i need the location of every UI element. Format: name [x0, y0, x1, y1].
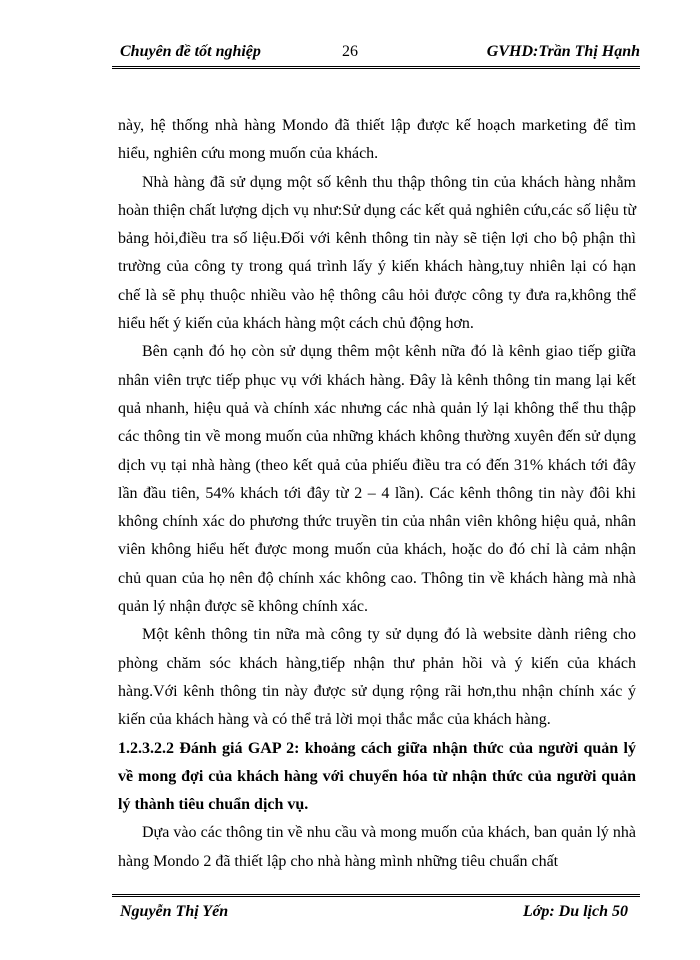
- paragraph-staff-channel: Bên cạnh đó họ còn sử dụng thêm một kênh nữa đó là kênh giao tiếp giữa nhân viên trực tiếp phục vụ với khách hàng. Đây là kênh thông tin mang lại kết quả nhanh, hiệu quả và chính xác nhưng các nhà quản lý lại không thể thu thập các thông tin về mong muốn của những khách không thường xuyên đến sử dụng dịch vụ tại nhà hàng (theo kết quả của phiếu điều tra có đến 31% khách tới đây lần đầu tiên, 54% khách tới đây từ 2 – 4 lần). Các kênh thông tin này đôi khi không chính xác do phương thức truyền tin của nhân viên không hiệu quả, nhân viên không hiểu hết được mong muốn của khách, hoặc do đó chỉ là cảm nhận chủ quan của họ nên độ chính xác không cao. Thông tin về khách hàng mà nhà quản lý nhận được sẽ không chính xác.: [118, 343, 636, 616]
- page-body: [118, 112, 636, 876]
- page-header: [112, 38, 640, 69]
- page-number: 26: [342, 43, 358, 60]
- paragraph-website-channel: Một kênh thông tin nữa mà công ty sử dụng đó là website dành riêng cho phòng chăm sóc khách hàng,tiếp nhận thư phản hồi và ý kiến của khách hàng.Với kênh thông tin này được sử dụng rộng rãi hơn,thu nhận chính xác ý kiến của khách hàng và có thể trả lời mọi thắc mắc của khách hàng.: [118, 626, 636, 729]
- page-footer: [112, 894, 640, 927]
- header-supervisor: GVHD:Trần Thị Hạnh: [486, 43, 640, 60]
- paragraph-standards: Dựa vào các thông tin về nhu cầu và mong muốn của khách, ban quản lý nhà hàng Mondo 2 đã thiết lập cho nhà hàng mình những tiêu chuẩn chất: [118, 824, 636, 870]
- paragraph-data-channels: Nhà hàng đã sử dụng một số kênh thu thập thông tin của khách hàng nhằm hoàn thiện chất lượng dịch vụ như:Sử dụng các kết quả nghiên cứu,các số liệu từ bảng hỏi,điều tra số liệu.Đối với kênh thông tin này sẽ tiện lợi cho bộ phận thì trường của công ty trong quá trình lấy ý kiến khách hàng,tuy nhiên lại có hạn chế là sẽ phụ thuộc nhiều vào hệ thông câu hỏi được công ty đưa ra,không thể hiểu hết ý kiến của khách hàng một cách chủ động hơn.: [118, 173, 636, 333]
- header-document-title: Chuyên đề tốt nghiệp: [120, 43, 261, 60]
- footer-class: Lớp: Du lịch 50: [522, 903, 628, 920]
- footer-author: Nguyễn Thị Yến: [120, 903, 229, 920]
- paragraph-continuation: này, hệ thống nhà hàng Mondo đã thiết lập được kế hoạch marketing để tìm hiểu, nghiên cứu mong muốn của khách.: [118, 117, 636, 163]
- section-heading-gap2: 1.2.3.2.2 Đánh giá GAP 2: khoảng cách giữa nhận thức của người quản lý về mong đợi của khách hàng với chuyển hóa từ nhận thức của người quản lý thành tiêu chuẩn dịch vụ.: [118, 739, 636, 814]
